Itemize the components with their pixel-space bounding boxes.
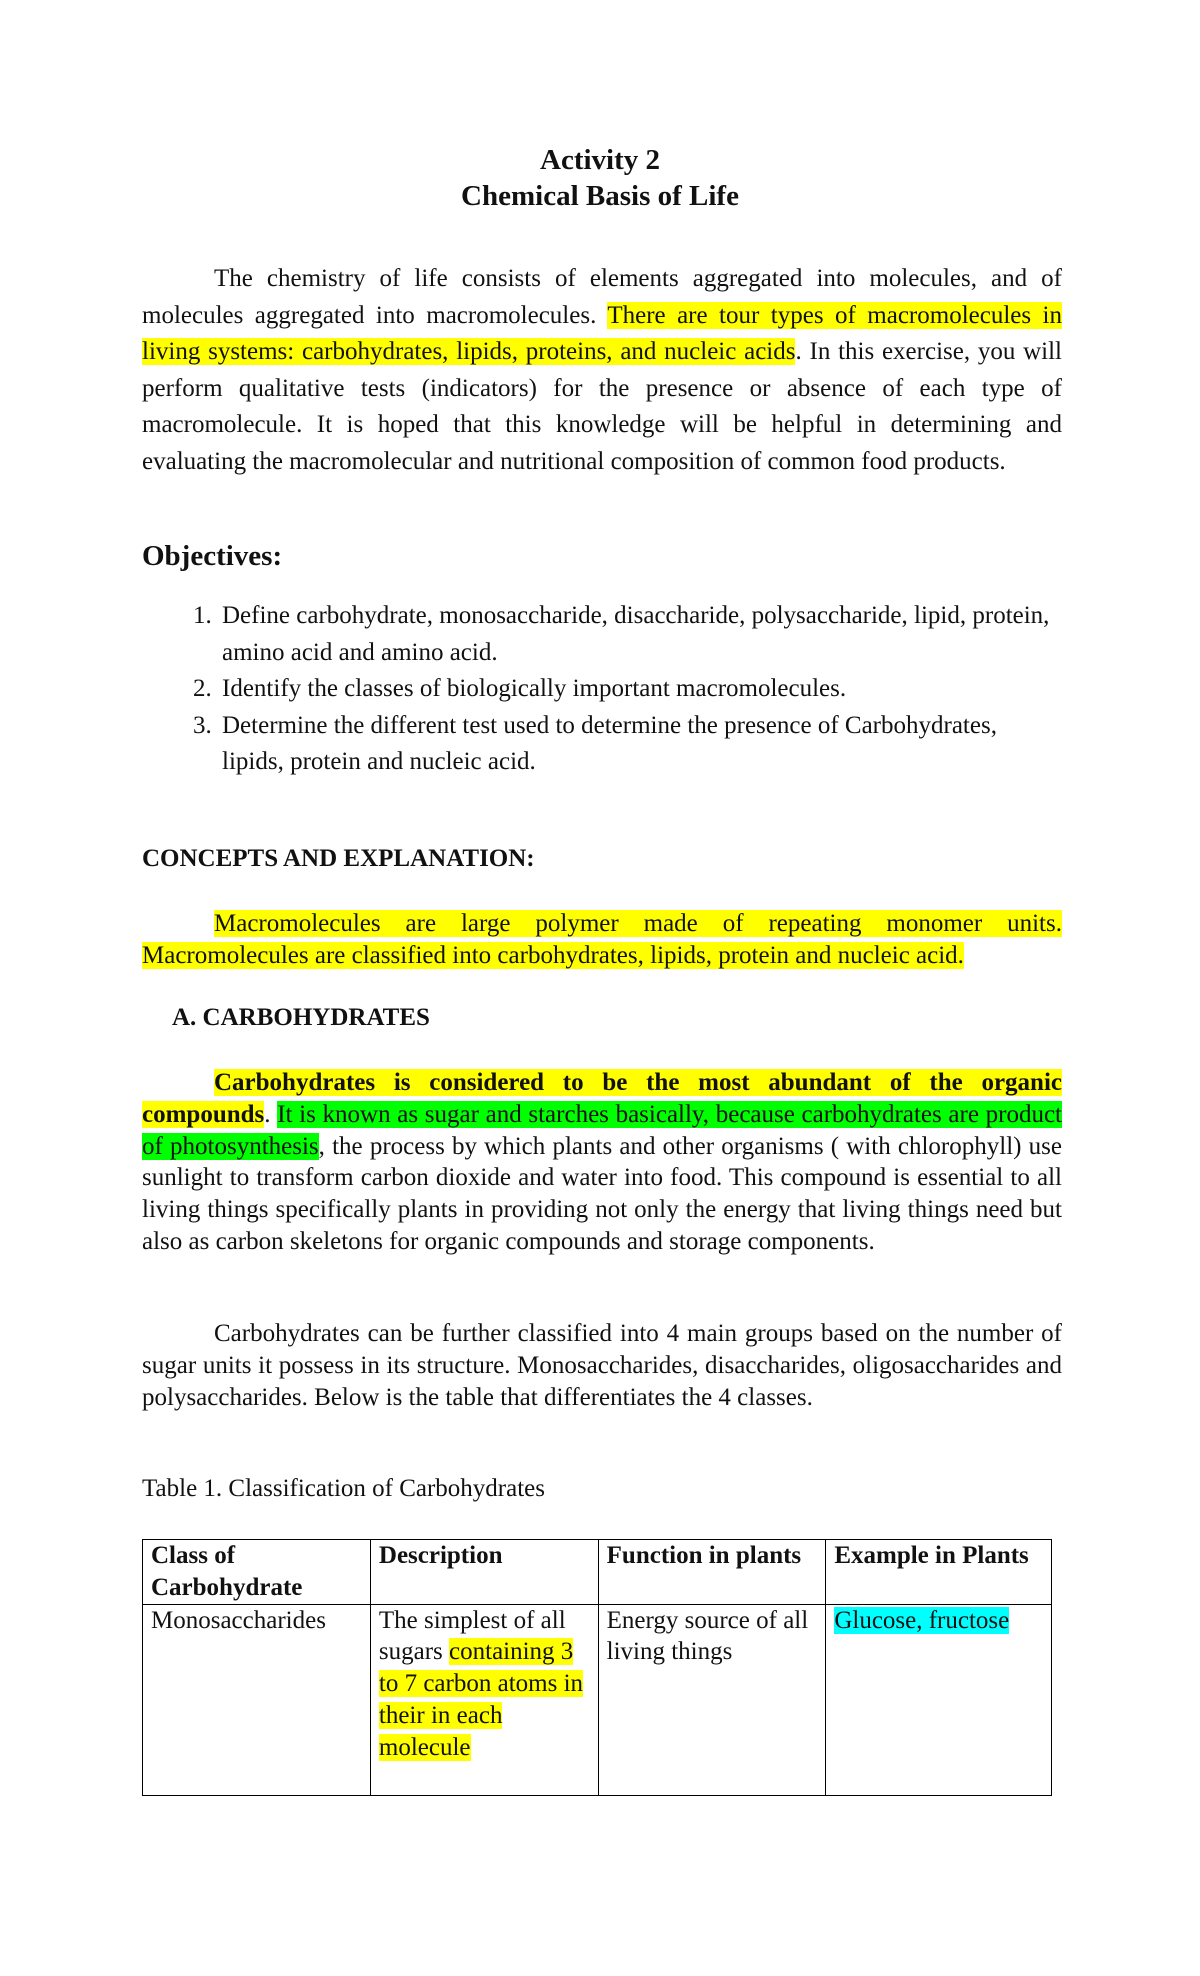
cell-class: Monosaccharides xyxy=(143,1604,371,1795)
description-highlight: containing 3 to 7 carbon atoms in their in each molecule xyxy=(378,1638,584,1761)
carbohydrates-classes-paragraph xyxy=(142,1318,1062,1413)
cell-function: Energy source of all living things xyxy=(598,1604,826,1795)
objective-item: 3. Determine the different test used to determine the presence of Carbohydrates, lipids, protein and nucleic acid. xyxy=(218,708,1058,781)
description-text: The simplest of all sugars xyxy=(378,1606,566,1666)
carbs-period: . xyxy=(264,1100,278,1128)
header-function: Function in plants xyxy=(598,1540,826,1605)
intro-paragraph xyxy=(142,261,1062,480)
objective-item: 1. Define carbohydrate, monosaccharide, disaccharide, polysaccharide, lipid, protein, amino acid and amino acid. xyxy=(218,598,1058,671)
header-description: Description xyxy=(370,1540,598,1605)
cell-example xyxy=(826,1604,1052,1795)
carbohydrates-heading: A. CARBOHYDRATES xyxy=(172,1004,430,1031)
activity-subtitle: Chemical Basis of Life xyxy=(461,180,739,212)
carbs-text-rest: , the process by which plants and other organisms ( with chlorophyll) use sunlight to transform carbon dioxide and water into food. This compound is essential to all living things specifically plants in providing not only the energy that living things need but also as carbon skeletons for organic compounds and storage components. xyxy=(142,1132,1062,1255)
concepts-paragraph xyxy=(142,908,1062,972)
carbohydrates-paragraph xyxy=(142,1067,1062,1258)
objectives-heading: Objectives: xyxy=(142,540,283,572)
concepts-heading: CONCEPTS AND EXPLANATION: xyxy=(142,845,535,872)
objectives-list xyxy=(142,598,1058,781)
intro-highlight: There are tour types of macromolecules in living systems: carbohydrates, lipids, proteins, and nucleic acids xyxy=(142,301,1062,365)
carbs-green-highlight: It is known as sugar and starches basically, because carbohydrates are product of photosynthesis xyxy=(142,1100,1063,1160)
classes-text: Carbohydrates can be further classified into 4 main groups based on the number of sugar units it possess in its structure. Monosaccharides, disaccharides, oligosaccharides and polysaccharides. Below is the table that differentiates the 4 classes. xyxy=(142,1320,1062,1411)
header-class: Class of Carbohydrate xyxy=(143,1540,371,1605)
intro-text: The chemistry of life consists of elements aggregated into molecules, and of molecules aggregated into macromolecules. xyxy=(142,265,1062,329)
intro-text-rest: . In this exercise, you will perform qualitative tests (indicators) for the presence or absence of each type of macromolecule. It is hoped that this knowledge will be helpful in determining and evaluating the macromolecular and nutritional composition of common food products. xyxy=(142,338,1062,475)
cell-description xyxy=(370,1604,598,1795)
example-highlight: Glucose, fructose xyxy=(834,1606,1010,1634)
objective-item: 2. Identify the classes of biologically important macromolecules. xyxy=(218,671,1058,708)
table-row xyxy=(143,1604,1052,1795)
table-header-row xyxy=(143,1540,1052,1605)
activity-title: Activity 2 xyxy=(540,144,660,176)
concepts-highlight: Macromolecules are large polymer made of repeating monomer units. Macromolecules are classified into carbohydrates, lipids, protein and nucleic acid. xyxy=(142,910,1062,969)
table-caption: Table 1. Classification of Carbohydrates xyxy=(142,1475,546,1502)
carbs-bold-highlight: Carbohydrates is considered to be the most abundant of the organic compounds xyxy=(142,1069,1062,1128)
header-example: Example in Plants xyxy=(826,1540,1052,1605)
carbohydrate-classification-table xyxy=(142,1539,1052,1796)
